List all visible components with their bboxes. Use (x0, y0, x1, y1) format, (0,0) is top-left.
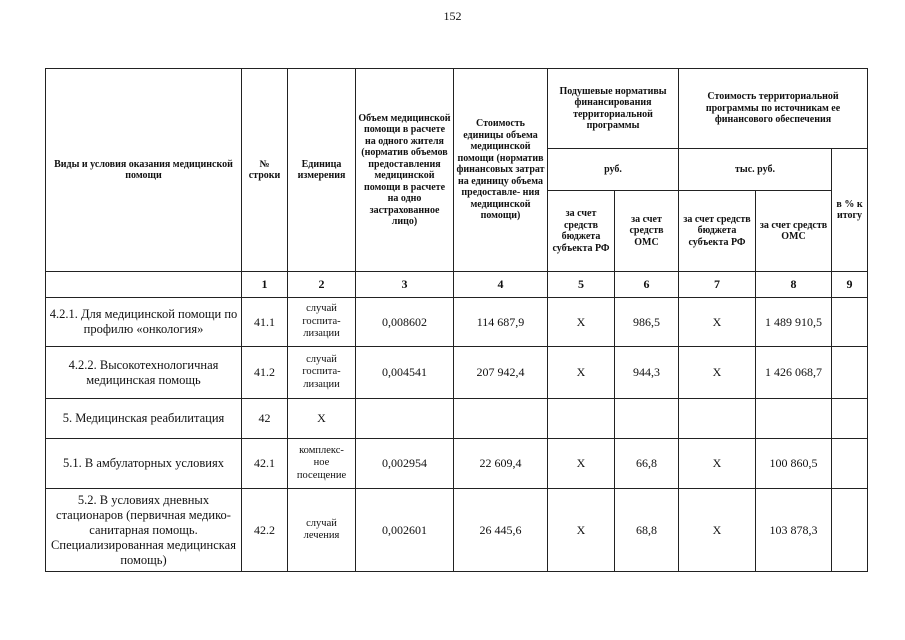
row-cost-oms: 103 878,3 (756, 489, 832, 572)
header-oms-thous: за счет средств ОМС (756, 191, 832, 272)
header-cost-group: Стоимость территориальной программы по источникам ее финансового обеспечения (679, 69, 868, 149)
row-unit-cost: 207 942,4 (454, 347, 548, 399)
row-percent (832, 489, 868, 572)
row-volume: 0,002601 (356, 489, 454, 572)
column-number (46, 272, 242, 298)
row-line-number: 42.1 (242, 439, 288, 489)
header-rub: руб. (548, 149, 679, 191)
row-cost-budget: Х (679, 439, 756, 489)
row-per-capita-budget: Х (548, 347, 615, 399)
row-per-capita-budget: Х (548, 298, 615, 347)
row-cost-oms: 100 860,5 (756, 439, 832, 489)
column-number: 4 (454, 272, 548, 298)
row-volume: 0,008602 (356, 298, 454, 347)
table-row (46, 399, 868, 439)
column-number: 3 (356, 272, 454, 298)
row-per-capita-oms: 986,5 (615, 298, 679, 347)
row-cost-oms: 1 426 068,7 (756, 347, 832, 399)
row-percent (832, 298, 868, 347)
row-unit: случай госпита- лизации (288, 298, 356, 347)
row-care-type: 4.2.1. Для медицинской помощи по профилю «онкология» (46, 298, 242, 347)
row-care-type: 5.2. В условиях дневных стационаров (первичная медико- санитарная помощь. Специализированная медицинская помощь) (46, 489, 242, 572)
header-thous-rub: тыс. руб. (679, 149, 832, 191)
header-unit: Единица измерения (288, 69, 356, 272)
row-line-number: 41.2 (242, 347, 288, 399)
row-care-type: 5.1. В амбулаторных условиях (46, 439, 242, 489)
row-unit: случай госпита- лизации (288, 347, 356, 399)
header-budget-rf: за счет средств бюджета субъекта РФ (548, 191, 615, 272)
row-per-capita-oms: 68,8 (615, 489, 679, 572)
row-unit: комплекс- ное посещение (288, 439, 356, 489)
row-percent (832, 439, 868, 489)
row-unit: случай лечения (288, 489, 356, 572)
column-number: 6 (615, 272, 679, 298)
financing-table (45, 68, 868, 572)
header-per-capita-group: Подушевые нормативы финансирования территориальной программы (548, 69, 679, 149)
row-volume (356, 399, 454, 439)
page-number: 152 (443, 9, 462, 23)
row-cost-budget (679, 399, 756, 439)
row-percent (832, 399, 868, 439)
row-cost-oms: 1 489 910,5 (756, 298, 832, 347)
row-unit-cost: 22 609,4 (454, 439, 548, 489)
row-per-capita-oms: 66,8 (615, 439, 679, 489)
header-line-number: № строки (242, 69, 288, 272)
row-volume: 0,004541 (356, 347, 454, 399)
column-number: 1 (242, 272, 288, 298)
header-percent: в % к итогу (832, 149, 868, 272)
row-percent (832, 347, 868, 399)
header-budget-rf-thous: за счет средств бюджета субъекта РФ (679, 191, 756, 272)
row-unit: Х (288, 399, 356, 439)
row-cost-budget: Х (679, 347, 756, 399)
row-per-capita-oms (615, 399, 679, 439)
column-number: 9 (832, 272, 868, 298)
row-per-capita-budget: Х (548, 489, 615, 572)
header-oms: за счет средств ОМС (615, 191, 679, 272)
row-care-type: 5. Медицинская реабилитация (46, 399, 242, 439)
row-cost-budget: Х (679, 489, 756, 572)
table-row (46, 347, 868, 399)
row-line-number: 42 (242, 399, 288, 439)
column-number: 2 (288, 272, 356, 298)
row-volume: 0,002954 (356, 439, 454, 489)
header-volume: Объем медицинской помощи в расчете на одного жителя (норматив объемов предоставления медицинской помощи в расчете на одно застрахованное лицо) (356, 69, 454, 272)
row-line-number: 41.1 (242, 298, 288, 347)
row-cost-oms (756, 399, 832, 439)
column-number: 5 (548, 272, 615, 298)
header-unit-cost: Стоимость единицы объема медицинской помощи (норматив финансовых затрат на единицу объема предоставле- ния медицинской помощи) (454, 69, 548, 272)
column-number: 7 (679, 272, 756, 298)
header-type-of-care: Виды и условия оказания медицинской помощи (46, 69, 242, 272)
row-per-capita-budget: Х (548, 439, 615, 489)
column-number: 8 (756, 272, 832, 298)
row-per-capita-budget (548, 399, 615, 439)
row-per-capita-oms: 944,3 (615, 347, 679, 399)
row-care-type: 4.2.2. Высокотехнологичная медицинская помощь (46, 347, 242, 399)
header-row-1 (46, 69, 868, 149)
table-row (46, 489, 868, 572)
column-number-row (46, 272, 868, 298)
row-unit-cost: 114 687,9 (454, 298, 548, 347)
table-row (46, 439, 868, 489)
row-cost-budget: Х (679, 298, 756, 347)
row-unit-cost (454, 399, 548, 439)
row-line-number: 42.2 (242, 489, 288, 572)
table-row (46, 298, 868, 347)
row-unit-cost: 26 445,6 (454, 489, 548, 572)
